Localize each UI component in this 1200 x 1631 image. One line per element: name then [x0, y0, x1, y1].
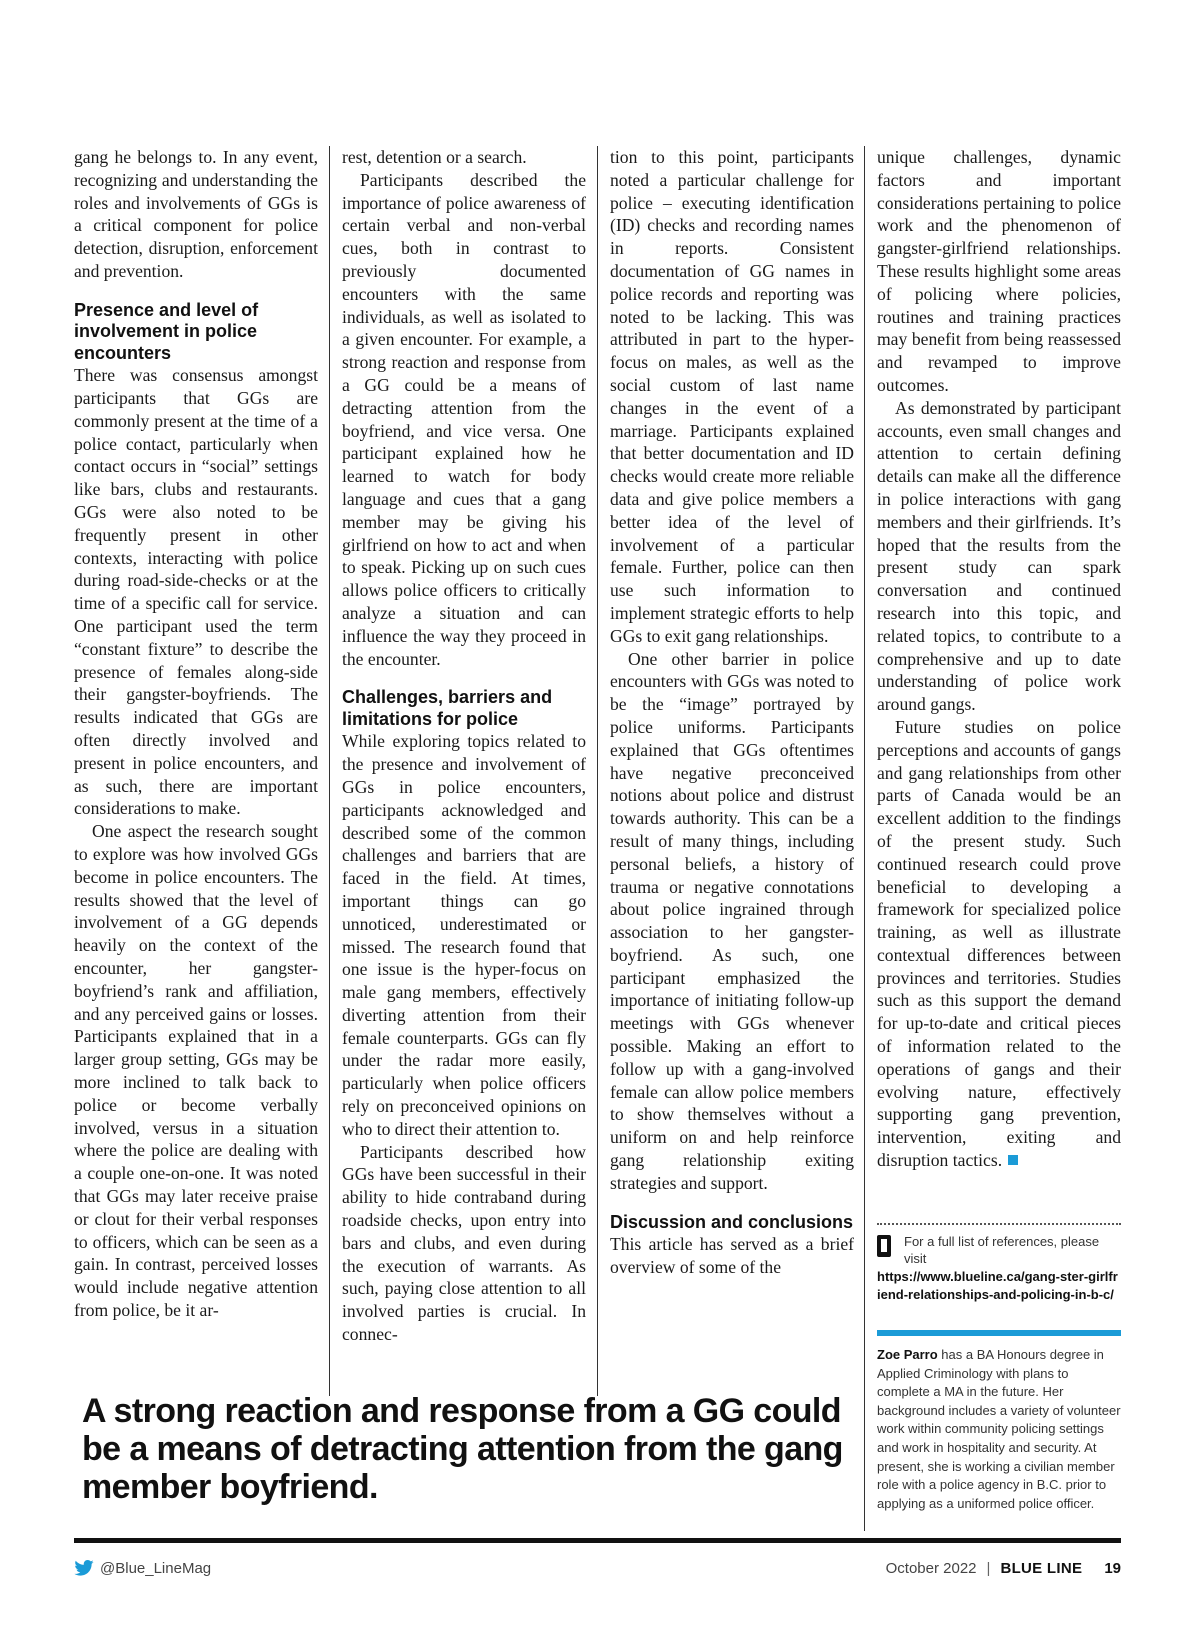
paragraph: unique challenges, dynamic factors and important considerations pertaining to police work and the phenomenon of gangster-girlfriend relationships. These results highlight some areas of policing where policies, routines and training practices may benefit from being reassessed and revamped to improve outcomes. — [877, 147, 1121, 395]
section-heading: Challenges, barriers and limitations for police — [342, 687, 553, 729]
footer-separator: | — [986, 1559, 991, 1577]
pull-quote: A strong reaction and response from a GG could be a means of detracting attention from the gang member boyfriend. — [82, 1392, 843, 1506]
references-note: For a full list of references, please visit — [904, 1234, 1100, 1266]
paragraph: While exploring topics related to the presence and involvement of GGs in police encounters, participants acknowledged and described some of the common challenges and barriers that are faced in the field. At times, important things can go unnoticed, underestimated or missed. The research found that one issue is the hyper-focus on male gang members, effectively diverting attention from their female counterparts. GGs can fly under the radar more easily, particularly when police officers rely on preconceived opinions on who to direct their attention to. — [342, 731, 586, 1139]
article-column-1 — [74, 146, 318, 1322]
section-heading: Presence and level of involvement in police encounters — [74, 299, 259, 363]
footer-right — [886, 1553, 1121, 1583]
twitter-icon[interactable] — [74, 1560, 94, 1576]
twitter-handle[interactable]: @Blue_LineMag — [100, 1559, 212, 1577]
paragraph: tion to this point, participants noted a particular challenge for police – executing identification (ID) checks and recording names in reports. Consistent documentation of GG names in police records and reporting was noted to be lacking. This was attributed in part to the hyper-focus on males, as well as the social custom of last name changes in the event of a marriage. Participants explained that better documentation and ID checks would create more reliable data and give police members a better idea of the level of involvement of a particular female. Further, police can then use such information to implement strategic efforts to help GGs to exit gang relationships. — [610, 147, 854, 646]
section-heading: Discussion and conclusions — [610, 1211, 854, 1232]
mobile-device-icon — [877, 1235, 891, 1257]
issue-date: October 2022 — [885, 1559, 977, 1577]
square-end-mark-icon — [1008, 1155, 1018, 1165]
dotted-divider — [877, 1223, 1121, 1225]
column-divider — [864, 146, 865, 1531]
footer-left — [74, 1553, 211, 1583]
paragraph: As demonstrated by participant accounts, even small changes and attention to certain defining details can make all the difference in police interactions with gang members and their girlfriends. It’s hoped that the results from the present study can spark conversation and continued research into this topic, and related topics, to contribute to a comprehensive and up to date understanding of police work around gangs. — [877, 397, 1121, 715]
references-box — [877, 1233, 1121, 1304]
article-column-4 — [877, 146, 1121, 1172]
paragraph: rest, detention or a search. — [342, 147, 527, 167]
author-bio-text: has a BA Honours degree in Applied Criminology with plans to complete a MA in the future. Her background includes a variety of volunteer work within community policing settings and work in hospitality and security. At present, she is working a civilian member role with a police agency in B.C. prior to applying as a uniformed police officer. — [877, 1347, 1121, 1511]
paragraph: This article has served as a brief overview of some of the — [610, 1234, 854, 1277]
paragraph — [877, 716, 1121, 1172]
paragraph: One aspect the research sought to explore was how involved GGs become in police encounters. The results showed that the level of involvement of a GG depends heavily on the context of the encounter, her gangster-boyfriend’s rank and affiliation, and any perceived gains or losses. Participants explained that in a larger group setting, GGs may be more inclined to talk back to police or become verbally involved, versus in a situation where the police are dealing with a couple one-on-one. It was noted that GGs may later receive praise or clout for their verbal responses to officers, which can be seen as a gain. In contrast, perceived losses would include negative attention from police, be it ar- — [74, 821, 318, 1320]
paragraph: There was consensus amongst participants that GGs are commonly present at the time of a police contact, particularly when contact occurs in “social” settings like bars, clubs and restaurants. GGs were also noted to be frequently present in other contexts, interacting with police during road-side-checks or at the time of a specific call for service. One participant used the term “constant fixture” to describe the presence of females along-side their gangster-boyfriends. The results indicated that GGs are often directly involved and present in police encounters, and as such, there are important considerations to make. — [74, 365, 318, 819]
page-number: 19 — [1104, 1559, 1121, 1577]
paragraph: Participants described the importance of police awareness of certain verbal and non-verbal cues, both in contrast to previously documented encounters with the same individuals, as well as isolated to a given encounter. For example, a strong reaction and response from a GG could be a means of detracting attention from the boyfriend, and vice versa. One participant explained how he learned to watch for body language and cues that a gang member may be giving his girlfriend on how to act and when to speak. Picking up on such cues allows police officers to critically analyze a situation and can influence the way they proceed in the encounter. — [342, 169, 586, 669]
paragraph: One other barrier in police encounters with GGs was noted to be the “image” portrayed by police uniforms. Participants explained that GGs oftentimes have negative preconceived notions about police and distrust towards authority. This can be a result of many things, including personal beliefs, a history of trauma or negative connotations about police ingrained through association to her gangster-boyfriend. As such, one participant emphasized the importance of initiating follow-up meetings with GGs whenever possible. Making an effort to follow up with a gang-involved female can allow police members to show themselves without a uniform on and help reinforce gang relationship exiting strategies and support. — [610, 648, 854, 1193]
column-divider — [329, 146, 330, 1396]
author-name: Zoe Parro — [877, 1347, 938, 1362]
author-bio — [877, 1346, 1121, 1513]
footer-rule — [74, 1538, 1121, 1543]
article-column-3 — [610, 146, 854, 1279]
magazine-name: BLUE LINE — [1000, 1559, 1083, 1577]
paragraph-text: Future studies on police perceptions and accounts of gangs and gang relationships from other parts of Canada would be an excellent addition to the findings of the present study. Such continued research could prove beneficial to developing a framework for specialized police training, as well as illustrate contextual differences between provinces and territories. Studies such as this support the demand for up-to-date and critical pieces of information related to the operations of gangs and their evolving nature, effectively supporting gang prevention, intervention, exiting and disruption tactics. — [877, 716, 1121, 1171]
paragraph: gang he belongs to. In any event, recognizing and understanding the roles and involvements of GGs is a critical component for police detection, disruption, enforcement and prevention. — [74, 147, 318, 281]
paragraph: Participants described how GGs have been successful in their ability to hide contraband during roadside checks, upon entry into bars and clubs, and even during the execution of warrants. As such, paying close attention to all involved parties is crucial. In connec- — [342, 1141, 586, 1345]
references-link[interactable]: https://www.blueline.ca/gang-ster-girlfriend-relationships-and-policing-in-b-c/ — [877, 1269, 1118, 1302]
accent-bar — [877, 1330, 1121, 1336]
column-divider — [597, 146, 598, 1396]
article-column-2 — [342, 146, 586, 1346]
